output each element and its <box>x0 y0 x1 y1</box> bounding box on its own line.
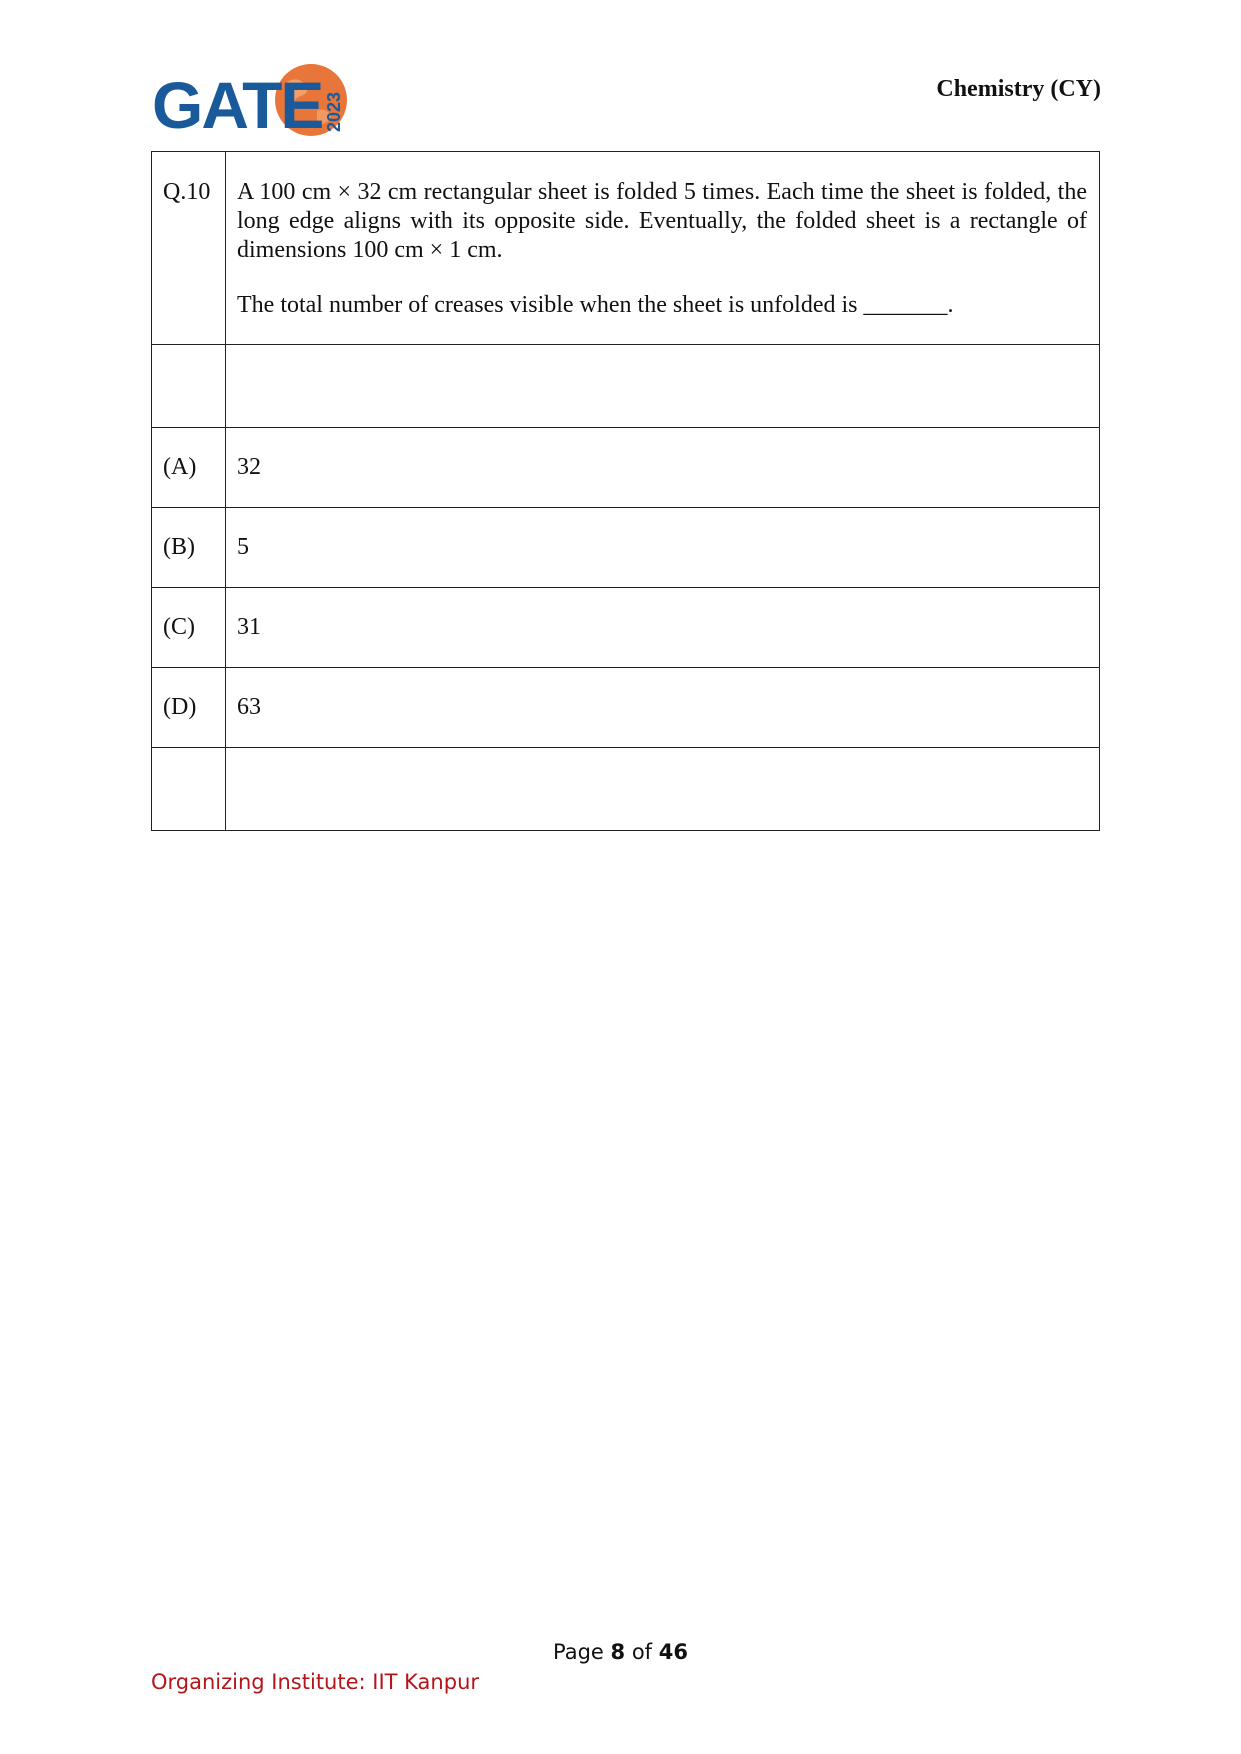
option-label: (D) <box>152 668 226 748</box>
option-value: 31 <box>226 588 1100 668</box>
option-label: (A) <box>152 428 226 508</box>
option-value: 32 <box>226 428 1100 508</box>
option-row-a <box>152 428 1100 508</box>
page-current: 8 <box>610 1640 626 1664</box>
question-paragraph: A 100 cm × 32 cm rectangular sheet is folded 5 times. Each time the sheet is folded, the long edge aligns with its opposite side. Eventually, the folded sheet is a rectangle of dimensions 100 cm × 1 cm. <box>237 179 1087 263</box>
page-of: of <box>631 1640 653 1664</box>
organizing-institute: Organizing Institute: IIT Kanpur <box>151 1670 480 1694</box>
question-table <box>151 151 1100 831</box>
blank-row <box>152 345 1100 428</box>
question-text <box>226 152 1100 345</box>
option-label: (C) <box>152 588 226 668</box>
logo-year: 2023 <box>324 91 344 132</box>
option-row-c <box>152 588 1100 668</box>
gate-2023-logo <box>152 60 362 138</box>
option-label: (B) <box>152 508 226 588</box>
page-word: Page <box>552 1640 604 1664</box>
option-row-d <box>152 668 1100 748</box>
question-prompt: The total number of creases visible when the sheet is unfolded is _______. <box>237 292 954 318</box>
logo-text: GATE <box>152 68 323 138</box>
option-row-b <box>152 508 1100 588</box>
page-total: 46 <box>658 1640 688 1664</box>
subject-title: Chemistry (CY) <box>936 76 1101 102</box>
question-row <box>152 152 1100 345</box>
option-value: 63 <box>226 668 1100 748</box>
blank-row <box>152 748 1100 831</box>
page-number <box>0 1640 1241 1664</box>
option-value: 5 <box>226 508 1100 588</box>
question-number: Q.10 <box>152 152 226 345</box>
